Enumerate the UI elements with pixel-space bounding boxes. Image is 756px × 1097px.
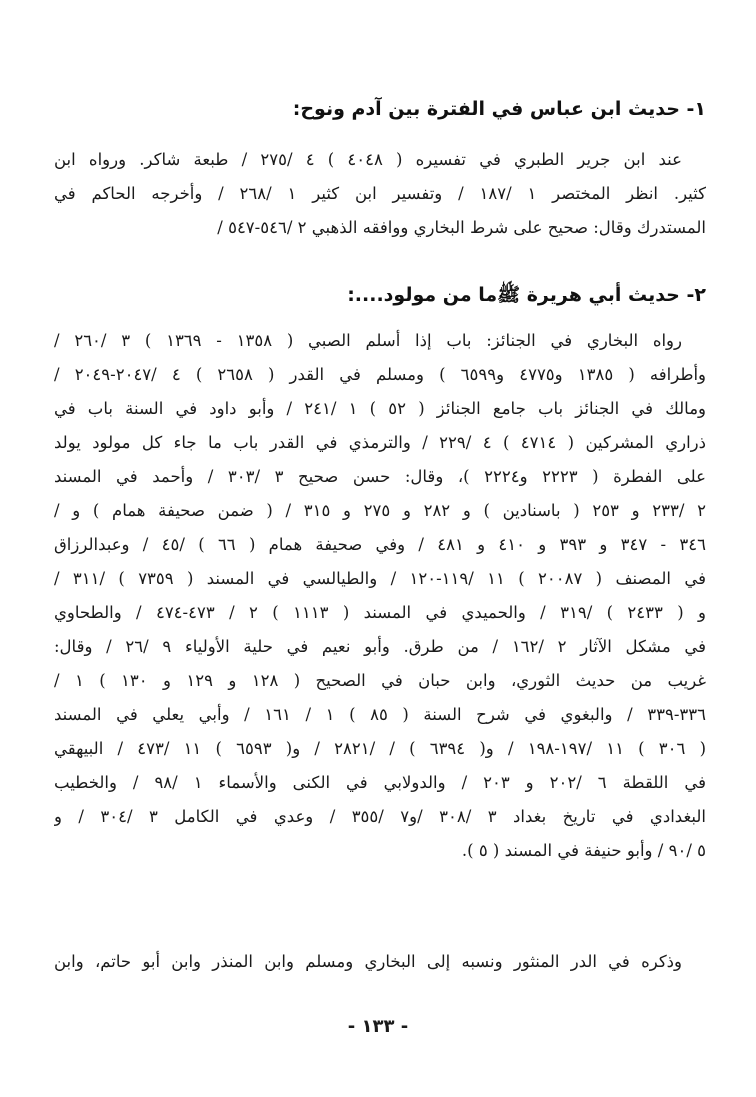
section-3-paragraph: [54, 945, 706, 979]
paragraph-line: على الفطرة ( ٢٢٢٣ و٢٢٢٤ )، وقال: حسن صحيح ٣ /٣٠٣ / وأحمد في المسند: [54, 467, 706, 486]
paragraph-line: ٥ /٩٠ / وأبو حنيفة في المسند ( ٥ ).: [461, 841, 706, 860]
paragraph-line: ومالك في الجنائز باب جامع الجنائز ( ٥٢ ) ١ /٢٤١ / وأبو داود في السنة باب في: [54, 399, 706, 418]
paragraph-line: غريب من حديث الثوري، وابن حبان في الصحيح ( ١٢٨ و ١٢٩ و ١٣٠ ) ١ /: [54, 671, 706, 690]
paragraph-line: وأطرافه ( ١٣٨٥ و٤٧٧٥ و٦٥٩٩ ) ومسلم في القدر ( ٢٦٥٨ ) ٤ /٢٠٤٧-٢٠٤٩ /: [54, 365, 706, 384]
section-2-paragraph: [54, 324, 706, 868]
paragraph-line: في المصنف ( ٢٠٠٨٧ ) ١١ /١١٩-١٢٠ / والطيالسي في المسند ( ٧٣٥٩ ) /٣١١ /: [54, 569, 706, 588]
section-1-paragraph: [54, 143, 706, 245]
paragraph-line: البغدادي في تاريخ بغداد ٣ /٣٠٨ /و٧ /٣٥٥ / وعدي في الكامل ٣ /٣٠٤ / و: [54, 807, 706, 826]
section-2-heading: ٢- حديث أبي هريرة ﷺما من مولود....:: [347, 284, 706, 306]
paragraph-line: و ( ٢٤٣٣ ) /٣١٩ / والحميدي في المسند ( ١١١٣ ) ٢ / ٤٧٣-٤٧٤ / والطحاوي: [54, 603, 706, 622]
paragraph-line: ٣٣٦-٣٣٩ / والبغوي في شرح السنة ( ٨٥ ) ١ / ١٦١ / وأبي يعلي في المسند: [54, 705, 706, 724]
page-number: - ١٣٣ -: [347, 1016, 409, 1037]
paragraph-line: ( ٣٠٦ ) ١١ /١٩٧-١٩٨ / و( ٦٣٩٤ ) / /٢٨٢١ / و( ٦٥٩٣ ) ١١ /٤٧٣ / البيهقي: [54, 739, 706, 758]
paragraph-line: في مشكل الآثار ٢ /١٦٢ / من طرق. وأبو نعيم في حلية الأولياء ٩ /٢٦ / وقال:: [54, 637, 706, 656]
paragraph-line: رواه البخاري في الجنائز: باب إذا أسلم الصبي ( ١٣٥٨ - ١٣٦٩ ) ٣ /٢٦٠ /: [54, 331, 682, 350]
paragraph-line: ٢ /٢٣٣ و ٢٥٣ ( باسنادين ) و ٢٨٢ و ٢٧٥ و ٣١٥ / ( ضمن صحيفة همام ) و /: [54, 501, 706, 520]
paragraph-line: المستدرك وقال: صحيح على شرط البخاري ووافقه الذهبي ٢ /٥٤٦-٥٤٧ /: [217, 218, 706, 237]
paragraph-line: كثير. انظر المختصر ١ /١٨٧ / وتفسير ابن كثير ١ /٢٦٨ / وأخرجه الحاكم في: [54, 184, 706, 203]
paragraph-line: في اللقطة ٦ /٢٠٢ و ٢٠٣ / والدولابي في الكنى والأسماء ١ /٩٨ / والخطيب: [54, 773, 706, 792]
paragraph-line: عند ابن جرير الطبري في تفسيره ( ٤٠٤٨ ) ٤ /٢٧٥ / طبعة شاكر. ورواه ابن: [54, 150, 682, 169]
paragraph-line: وذكره في الدر المنثور ونسبه إلى البخاري ومسلم وابن المنذر وابن أبو حاتم، وابن: [54, 952, 682, 971]
section-1-heading: ١- حديث ابن عباس في الفترة بين آدم ونوح:: [292, 98, 706, 120]
paragraph-line: ٣٤٦ - ٣٤٧ و ٣٩٣ و ٤١٠ و ٤٨١ / وفي صحيفة همام ( ٦٦ ) /٤٥ / وعبدالرزاق: [54, 535, 706, 554]
paragraph-line: ذراري المشركين ( ٤٧١٤ ) ٤ /٢٢٩ / والترمذي في القدر باب ما جاء كل مولود يولد: [54, 433, 706, 452]
